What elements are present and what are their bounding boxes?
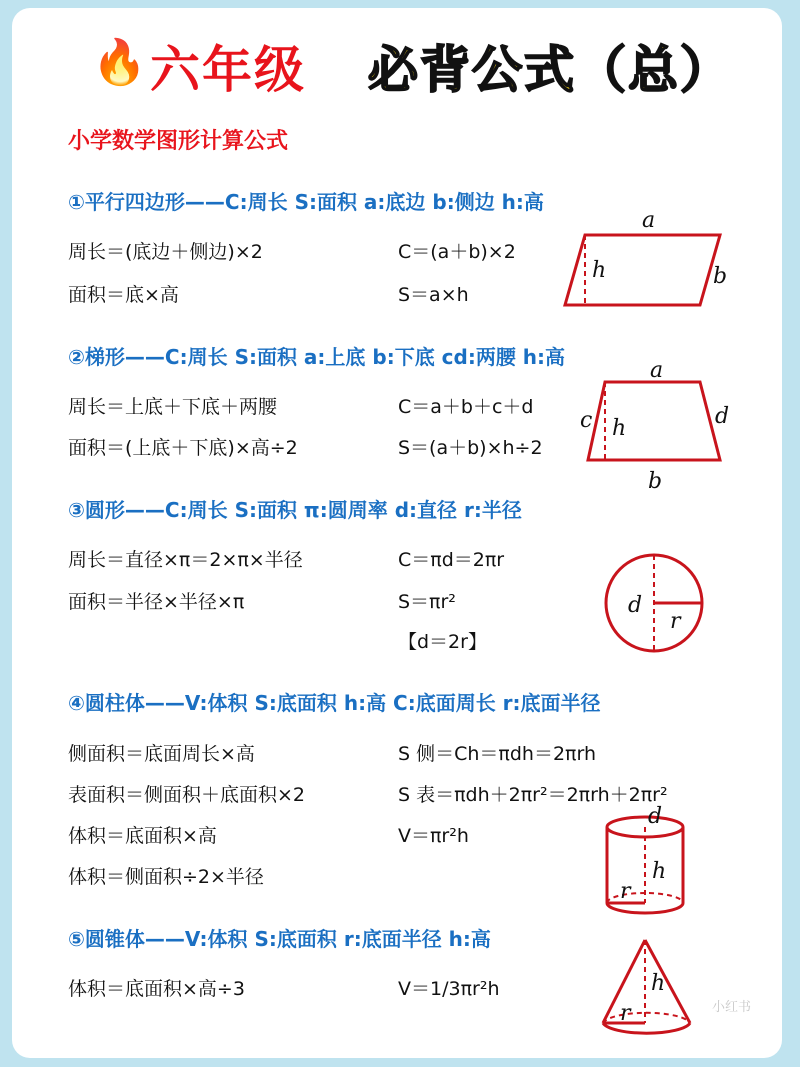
section-4-line-1-left: 侧面积＝底面周长×高 [68, 743, 255, 765]
parallelogram-label-h: h [592, 258, 607, 283]
section-5-line-1-left: 体积＝底面积×高÷3 [68, 978, 245, 1000]
section-4-heading: ④圆柱体——V:体积 S:底面积 h:高 C:底面周长 r:底面半径 [68, 691, 601, 715]
section-4-line-4-left: 体积＝侧面积÷2×半径 [68, 866, 264, 888]
cone-base-back [603, 1013, 690, 1023]
circle-figure [600, 550, 710, 660]
cylinder-figure [600, 805, 700, 920]
watermark: 小红书 [712, 1000, 752, 1015]
trapezoid-label-a: a [650, 358, 664, 383]
section-5-heading: ⑤圆锥体——V:体积 S:底面积 r:底面半径 h:高 [68, 927, 491, 951]
cone-figure [595, 935, 705, 1045]
cylinder-label-r: r [620, 879, 631, 904]
section-1-line-2-left: 面积＝底×高 [68, 284, 179, 306]
section-2-line-2-left: 面积＝(上底＋下底)×高÷2 [68, 437, 298, 459]
flame-icon: 🔥 [92, 37, 147, 88]
trapezoid-label-b: b [648, 469, 663, 494]
cone-label-r: r [620, 1001, 631, 1026]
section-4-line-3-right: V＝πr²h [398, 825, 469, 847]
section-2-line-1-left: 周长＝上底＋下底＋两腰 [68, 396, 278, 418]
section-4-line-1-right: S 侧＝Ch＝πdh＝2πrh [398, 743, 596, 765]
trapezoid-shape [588, 382, 720, 460]
cone-label-h: h [651, 971, 666, 996]
parallelogram-figure [560, 205, 740, 315]
section-3-line-1-right: C＝πd＝2πr [398, 549, 505, 571]
section-1-line-2-right: S＝a×h [398, 284, 469, 306]
section-2-heading: ②梯形——C:周长 S:面积 a:上底 b:下底 cd:两腰 h:高 [68, 345, 566, 369]
page-subtitle: 小学数学图形计算公式 [68, 129, 289, 154]
section-3-note: 【d＝2r】 [398, 631, 487, 653]
title-yellow: 必背公式（总） [368, 41, 732, 99]
circle-label-d: d [628, 593, 643, 618]
section-2-line-2-right: S＝(a＋b)×h÷2 [398, 437, 543, 459]
section-3-line-2-right: S＝πr² [398, 591, 456, 613]
section-1-heading: ①平行四边形——C:周长 S:面积 a:底边 b:侧边 h:高 [68, 190, 544, 214]
section-5-line-1-right: V＝1/3πr²h [398, 978, 500, 1000]
section-4-line-2-right: S 表＝πdh＋2πr²＝2πrh＋2πr² [398, 784, 668, 806]
cone-base-front [603, 1023, 690, 1033]
section-1-line-1-left: 周长＝(底边＋侧边)×2 [68, 241, 263, 263]
parallelogram-label-a: a [642, 208, 656, 233]
trapezoid-label-c: c [580, 408, 593, 433]
section-3-line-2-left: 面积＝半径×半径×π [68, 591, 245, 613]
trapezoid-label-d: d [715, 404, 730, 429]
section-4-line-2-left: 表面积＝侧面积＋底面积×2 [68, 784, 306, 806]
section-2-line-1-right: C＝a＋b＋c＋d [398, 396, 534, 418]
section-1-line-1-right: C＝(a＋b)×2 [398, 241, 516, 263]
title-red: 六年级 [150, 41, 306, 99]
parallelogram-shape [565, 235, 720, 305]
parallelogram-label-b: b [713, 264, 728, 289]
section-4-line-3-left: 体积＝底面积×高 [68, 825, 217, 847]
trapezoid-label-h: h [612, 416, 627, 441]
circle-label-r: r [670, 609, 681, 634]
cylinder-label-d: d [648, 805, 663, 829]
trapezoid-figure [570, 355, 750, 495]
section-3-line-1-left: 周长＝直径×π＝2×π×半径 [68, 549, 303, 571]
cylinder-label-h: h [652, 859, 667, 884]
section-3-heading: ③圆形——C:周长 S:面积 π:圆周率 d:直径 r:半径 [68, 498, 522, 522]
